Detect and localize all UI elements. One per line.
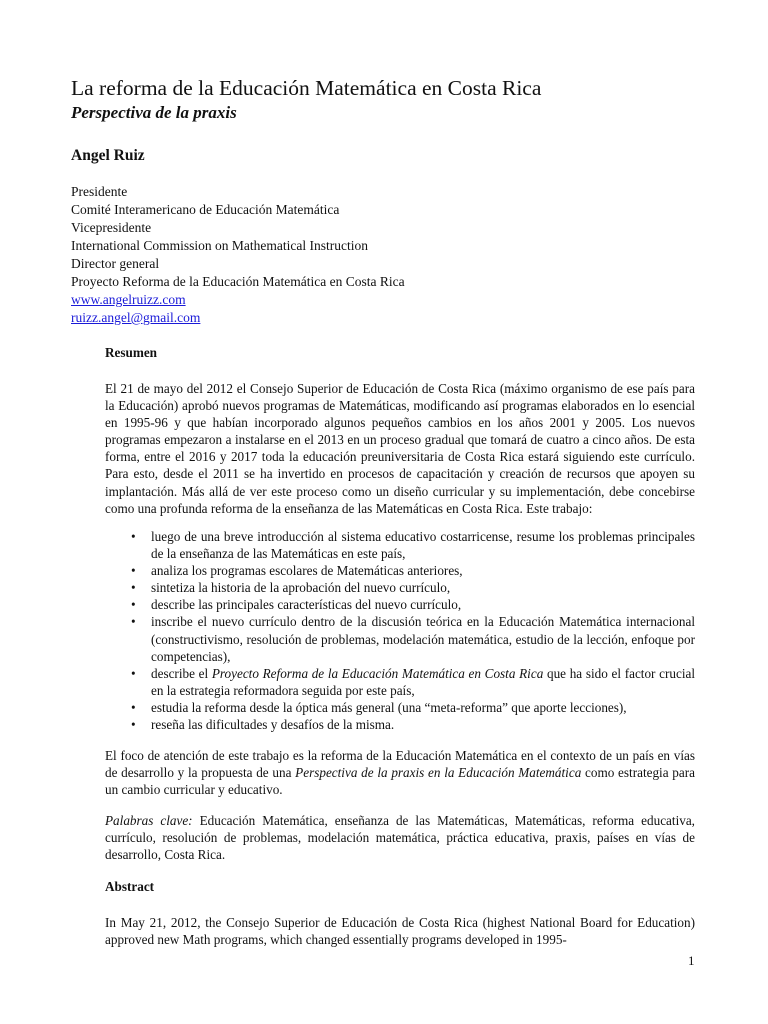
list-item-text: analiza los programas escolares de Matemáticas anteriores, [151, 563, 463, 579]
keywords-paragraph [105, 812, 695, 863]
affiliation-line: Proyecto Reforma de la Educación Matemática en Costa Rica [71, 274, 405, 289]
resumen-heading: Resumen [105, 345, 158, 360]
list-item-text: reseña las dificultades y desafíos de la misma. [151, 717, 395, 733]
bullet-icon: • [131, 717, 136, 733]
abstract-heading: Abstract [105, 879, 155, 894]
website-link[interactable]: www.angelruizz.com [71, 292, 186, 307]
author-name: Angel Ruiz [71, 147, 145, 164]
bullet-icon: • [131, 597, 136, 613]
focus-paragraph [105, 747, 695, 798]
list-item [105, 596, 695, 613]
list-item-text: inscribe el nuevo currículo dentro de la discusión teórica en la Educación Matemática internacional (constructivismo, resolución de problemas, modelación matemática, estudio de la lección, enfoque por competencias), [151, 614, 695, 664]
focus-text: El foco de atención de este trabajo es la reforma de la Educación Matemática en el contexto de un país en vías de desarrollo y la propuesta de una [105, 748, 695, 781]
abstract-paragraph: In May 21, 2012, the Consejo Superior de Educación de Costa Rica (highest National Board for Education) approved new Math programs, which changed essentially programs developed in 1995- [105, 915, 695, 948]
affiliation-line: Vicepresidente [71, 220, 152, 235]
list-item-text: sintetiza la historia de la aprobación del nuevo currículo, [151, 580, 451, 596]
bullet-icon: • [131, 614, 136, 630]
list-item [105, 579, 695, 596]
page-number: 1 [688, 953, 695, 968]
list-item-text: que ha sido el factor crucial en la estrategia reformadora seguida por este país, [151, 665, 696, 698]
document-subtitle: Perspectiva de la praxis [71, 103, 237, 122]
resumen-bullet-list [105, 528, 695, 733]
affiliation-line: Presidente [71, 184, 128, 199]
bullet-icon: • [131, 699, 136, 715]
bullet-icon: • [131, 580, 136, 596]
project-name-italic: Proyecto Reforma de la Educación Matemática en Costa Rica [211, 665, 544, 681]
affiliation-line: Comité Interamericano de Educación Matemática [71, 202, 340, 217]
focus-italic-text: Perspectiva de la praxis en la Educación Matemática [295, 765, 582, 781]
list-item-text: describe las principales características del nuevo currículo, [151, 597, 462, 613]
document-title: La reforma de la Educación Matemática en Costa Rica [71, 76, 542, 100]
list-item [105, 562, 695, 579]
author-affiliation [71, 183, 671, 327]
list-item-text: luego de una breve introducción al sistema educativo costarricense, resume los problemas principales de la enseñanza de las Matemáticas en este país, [151, 529, 695, 562]
list-item [105, 699, 695, 716]
bullet-icon: • [131, 529, 136, 544]
keywords-label: Palabras clave: [105, 813, 193, 828]
list-item [105, 665, 695, 699]
keywords-text: Educación Matemática, enseñanza de las Matemáticas, Matemáticas, reforma educativa, currículo, resolución de problemas, modelación matemática, práctica educativa, praxis, países en vías de desarrollo, Costa Rica. [105, 813, 695, 863]
affiliation-line: Director general [71, 256, 160, 271]
list-item [105, 528, 695, 562]
resumen-paragraph: El 21 de mayo del 2012 el Consejo Superior de Educación de Costa Rica (máximo organismo de ese país para la Educación) aprobó nuevos programas de Matemáticas, modificando así programas elaborados en lo esencial en 1995-96 y que habían incorporado algunos pequeños cambios en los años 2001 y 2005. Los nuevos programas empezaron a instalarse en el 2013 en un proceso gradual que tomará de cuatro a cinco años. De esta forma, entre el 2016 y 2017 toda la educación preuniversitaria de Costa Rica estará siguiendo este currículo. Para esto, desde el 2011 se ha invertido en procesos de capacitación y creación de recursos que apoyen su implantación. Más allá de ver este proceso como un diseño curricular y su implementación, debe concebirse como una profunda reforma de la enseñanza de las Matemáticas en Costa Rica. Este trabajo: [105, 381, 695, 516]
list-item [105, 716, 695, 733]
bullet-icon: • [131, 665, 136, 681]
list-item-text: describe el [151, 665, 212, 681]
affiliation-line: International Commission on Mathematical Instruction [71, 238, 368, 253]
email-link[interactable]: ruizz.angel@gmail.com [71, 310, 201, 325]
focus-text: como estrategia para un cambio curricular y educativo. [105, 765, 696, 798]
list-item-text: estudia la reforma desde la óptica más general (una “meta-reforma” que aporte lecciones), [151, 699, 627, 715]
bullet-icon: • [131, 563, 136, 579]
list-item [105, 613, 695, 664]
